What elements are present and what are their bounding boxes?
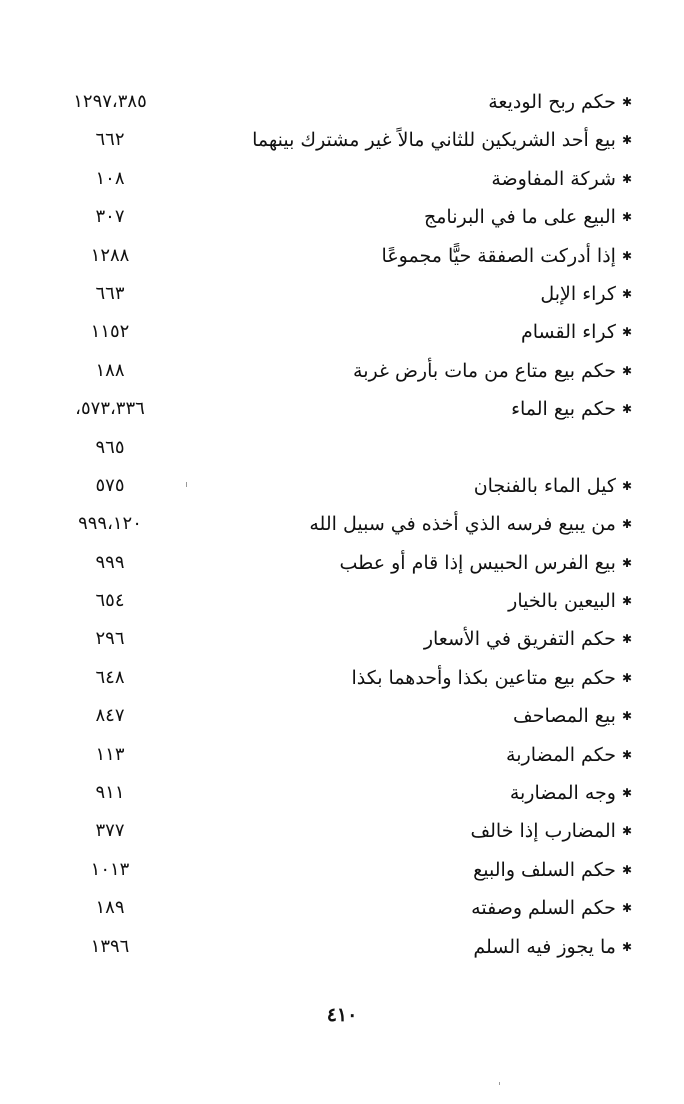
asterisk-bullet-icon: ✱	[621, 786, 632, 801]
entry-pages: ١١٣	[95, 743, 125, 765]
index-entry	[0, 352, 684, 390]
asterisk-bullet-icon: ✱	[621, 824, 632, 839]
asterisk-bullet-icon: ✱	[621, 171, 632, 186]
entry-pages: ٦٥٤	[95, 590, 125, 612]
entry-pages: ٩١١	[95, 782, 125, 804]
asterisk-bullet-icon: ✱	[621, 286, 632, 301]
entry-title: حكم السلف والبيع	[473, 858, 616, 881]
index-entry	[0, 544, 684, 582]
entry-pages: ٩٩٩	[95, 551, 125, 573]
entry-title-wrap	[470, 819, 632, 845]
entry-title-wrap	[506, 743, 632, 769]
entry-title: ما يجوز فيه السلم	[473, 935, 616, 958]
entry-title-wrap	[473, 858, 632, 884]
asterisk-bullet-icon: ✱	[621, 478, 632, 493]
entry-title-wrap	[252, 128, 632, 154]
entry-pages: ١٢٩٧،٣٨٥	[73, 91, 147, 112]
entry-title: حكم ربح الوديعة	[488, 91, 616, 113]
asterisk-bullet-icon: ✱	[621, 517, 632, 532]
entry-title: حكم بيع متاع من مات بأرض غربة	[353, 359, 616, 382]
index-entry	[0, 121, 684, 159]
index-entry	[0, 697, 684, 735]
index-entry	[0, 313, 684, 351]
asterisk-bullet-icon: ✱	[621, 747, 632, 762]
asterisk-bullet-icon: ✱	[621, 594, 632, 609]
index-entry	[0, 659, 684, 697]
entry-title-wrap	[424, 627, 632, 653]
entry-title: البيعين بالخيار	[508, 590, 616, 613]
entry-title: وجه المضاربة	[509, 782, 616, 805]
entry-title: حكم السلم وصفته	[471, 897, 616, 920]
entry-pages: ٥٧٥	[95, 474, 125, 496]
entry-title: من يبيع فرسه الذي أخذه في سبيل الله	[309, 513, 616, 536]
entry-title-wrap	[488, 90, 632, 116]
entry-pages: ١٠٨	[95, 167, 125, 189]
entry-title: البيع على ما في البرنامج	[423, 206, 616, 229]
entry-title-wrap	[382, 244, 632, 270]
entry-pages: ١٣٩٦	[90, 935, 130, 957]
asterisk-bullet-icon: ✱	[621, 709, 632, 724]
entry-pages: ٩٩٩،١٢٠	[78, 513, 142, 535]
entry-pages: ٦٦٣	[95, 282, 125, 304]
entry-title: شركة المفاوضة	[491, 167, 616, 190]
asterisk-bullet-icon: ✱	[621, 555, 632, 570]
print-mark	[499, 1082, 500, 1085]
asterisk-bullet-icon: ✱	[621, 95, 632, 109]
entry-title-wrap	[471, 896, 632, 922]
entry-pages: ٥٧٣،٣٣٦،	[75, 398, 145, 420]
entry-title-wrap	[510, 781, 632, 807]
index-entry	[0, 390, 684, 428]
page-number: ٤١٠	[326, 1004, 358, 1026]
entry-pages: ٦٤٨	[95, 666, 125, 688]
entry-title-wrap	[351, 666, 632, 692]
index-entry	[0, 160, 684, 198]
entry-title-wrap	[424, 205, 632, 231]
entry-title-wrap	[491, 167, 632, 193]
index-entry	[0, 275, 684, 313]
entry-title-wrap	[540, 282, 632, 308]
entry-pages: ١٠١٣	[90, 858, 130, 880]
index-entry	[0, 620, 684, 658]
entry-pages: ١٨٨	[95, 359, 125, 381]
asterisk-bullet-icon: ✱	[621, 670, 632, 685]
print-mark	[186, 482, 187, 487]
index-entry-continuation	[0, 429, 684, 467]
entry-title-wrap	[508, 589, 632, 615]
entry-pages: ٦٦٢	[95, 129, 125, 151]
entry-pages: ٣٧٧	[95, 820, 125, 842]
entry-pages: ٨٤٧	[95, 705, 125, 727]
asterisk-bullet-icon: ✱	[621, 133, 632, 148]
entry-title: كراء القسام	[520, 321, 616, 344]
entry-title-wrap	[521, 320, 632, 346]
index-entry	[0, 851, 684, 889]
asterisk-bullet-icon: ✱	[621, 939, 632, 954]
asterisk-bullet-icon: ✱	[621, 248, 632, 263]
entry-title: بيع المصاحف	[513, 705, 616, 728]
index-entry	[0, 237, 684, 275]
asterisk-bullet-icon: ✱	[621, 632, 632, 647]
entry-title: حكم التفريق في الأسعار	[423, 628, 616, 651]
index-entry	[0, 83, 684, 121]
asterisk-bullet-icon: ✱	[621, 402, 632, 417]
entry-title: بيع الفرس الحبيس إذا قام أو عطب	[339, 551, 616, 574]
entry-title: حكم بيع متاعين بكذا وأحدهما بكذا	[351, 666, 616, 689]
index-entry	[0, 889, 684, 927]
entry-title: إذا أدركت الصفقة حيًّا مجموعًا	[381, 244, 616, 267]
entry-title-wrap	[309, 512, 632, 538]
entry-title-wrap	[353, 359, 632, 385]
entry-pages: ٢٩٦	[95, 628, 125, 650]
asterisk-bullet-icon: ✱	[621, 363, 632, 378]
entry-pages: ١١٥٢	[90, 321, 130, 343]
entry-title-wrap	[513, 704, 632, 730]
index-entry	[0, 774, 684, 812]
index-entry	[0, 505, 684, 543]
entry-pages: ٩٦٥	[95, 436, 125, 458]
entry-title: حكم بيع الماء	[511, 398, 616, 421]
index-entry	[0, 736, 684, 774]
asterisk-bullet-icon: ✱	[621, 210, 632, 225]
index-entry	[0, 812, 684, 850]
entry-title: كيل الماء بالفنجان	[473, 474, 616, 497]
index-entries	[0, 83, 684, 966]
entry-title: كراء الإبل	[540, 282, 616, 305]
entry-title: حكم المضاربة	[506, 743, 616, 766]
entry-title-wrap	[474, 474, 632, 500]
index-entry	[0, 198, 684, 236]
entry-title: بيع أحد الشريكين للثاني مالاً غير مشترك بينهما	[252, 129, 616, 152]
index-entry	[0, 467, 684, 505]
asterisk-bullet-icon: ✱	[621, 862, 632, 877]
asterisk-bullet-icon: ✱	[621, 325, 632, 340]
entry-title-wrap	[473, 935, 632, 961]
index-entry	[0, 928, 684, 966]
index-entry	[0, 582, 684, 620]
entry-pages: ٣٠٧	[95, 206, 125, 228]
entry-pages: ١٨٩	[95, 897, 125, 919]
entry-pages: ١٢٨٨	[90, 244, 130, 266]
entry-title-wrap	[340, 551, 633, 577]
entry-title-wrap	[511, 397, 632, 423]
entry-title: المضارب إذا خالف	[470, 820, 616, 843]
asterisk-bullet-icon: ✱	[621, 901, 632, 916]
